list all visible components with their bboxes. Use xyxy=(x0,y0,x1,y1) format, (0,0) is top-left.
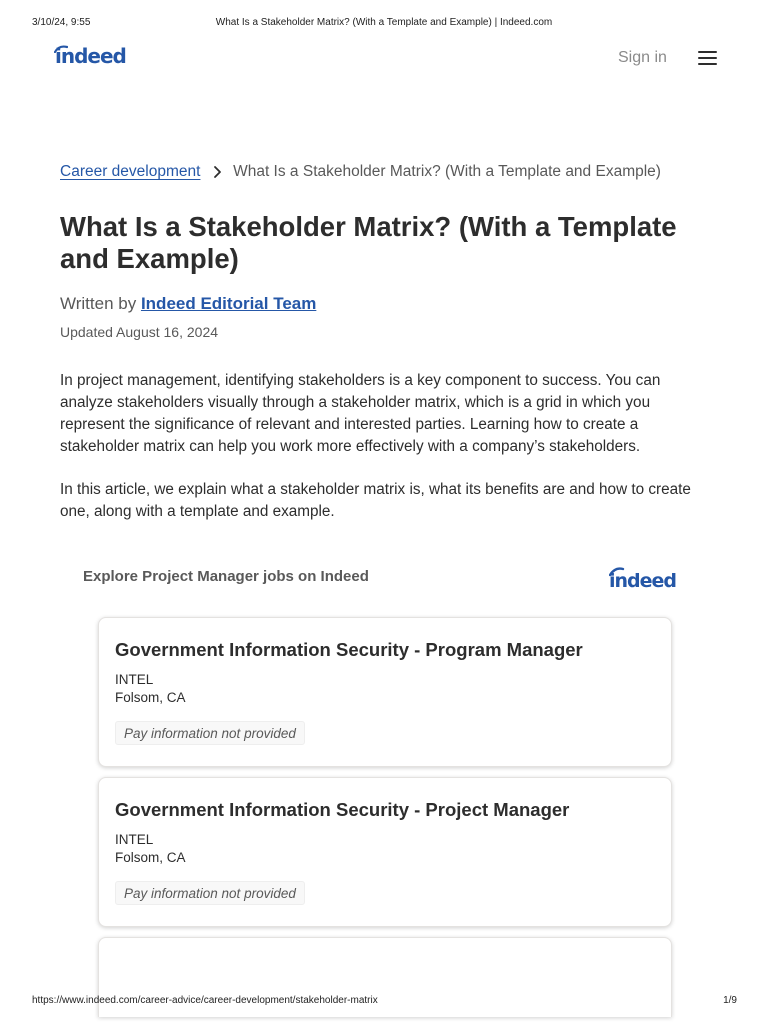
print-url: https://www.indeed.com/career-advice/career-development/stakeholder-matrix xyxy=(32,995,378,1006)
job-location: Folsom, CA xyxy=(115,850,186,865)
job-pay-badge: Pay information not provided xyxy=(115,881,305,905)
indeed-logo[interactable] xyxy=(55,44,126,74)
print-header xyxy=(0,17,768,31)
job-card[interactable] xyxy=(98,617,672,767)
byline xyxy=(60,294,316,314)
sign-in-link[interactable]: Sign in xyxy=(618,49,667,66)
jobs-widget-logo-text: indeed xyxy=(609,570,677,592)
print-footer xyxy=(0,995,768,1009)
job-card[interactable] xyxy=(98,777,672,927)
print-page-number: 1/9 xyxy=(723,995,737,1006)
jobs-widget-indeed-logo[interactable] xyxy=(609,566,689,597)
print-page-title: What Is a Stakeholder Matrix? (With a Template and Example) | Indeed.com xyxy=(215,17,553,28)
breadcrumb-career-development[interactable]: Career development xyxy=(60,163,201,180)
article-overview-paragraph: In this article, we explain what a stakeholder matrix is, what its benefits are and how to create one, along with a template and example. xyxy=(60,481,691,520)
indeed-logo-icon xyxy=(609,566,689,592)
print-datetime: 3/10/24, 9:55 xyxy=(32,17,91,28)
jobs-widget-heading: Explore Project Manager jobs on Indeed xyxy=(83,568,369,585)
page-title: What Is a Stakeholder Matrix? (With a Template and Example) xyxy=(60,211,677,274)
job-company: INTEL xyxy=(115,832,154,847)
chevron-right-icon xyxy=(213,165,223,179)
byline-prefix: Written by xyxy=(60,294,137,313)
hamburger-menu-icon[interactable] xyxy=(698,51,717,65)
indeed-logo-arc-icon xyxy=(54,45,68,53)
author-link[interactable]: Indeed Editorial Team xyxy=(140,294,317,313)
updated-date: Updated August 16, 2024 xyxy=(60,324,219,340)
job-title[interactable]: Government Information Security - Program Manager xyxy=(115,639,583,660)
breadcrumb-current: What Is a Stakeholder Matrix? (With a Template and Example) xyxy=(233,163,661,180)
site-header xyxy=(0,40,768,80)
breadcrumb xyxy=(60,163,720,185)
job-location: Folsom, CA xyxy=(115,690,186,705)
job-title[interactable]: Government Information Security - Project Manager xyxy=(115,799,570,820)
intro-paragraph: In project management, identifying stakeholders is a key component to success. You can analyze stakeholders visually through a stakeholder matrix, which is a grid in which you represent the significance of relevant and interested parties. Learning how to create a stakeholder matrix can help you work more effectively with a company’s stakeholders. xyxy=(60,372,661,455)
job-pay-badge: Pay information not provided xyxy=(115,721,305,745)
job-company: INTEL xyxy=(115,672,154,687)
indeed-logo-text: indeed xyxy=(55,44,126,68)
